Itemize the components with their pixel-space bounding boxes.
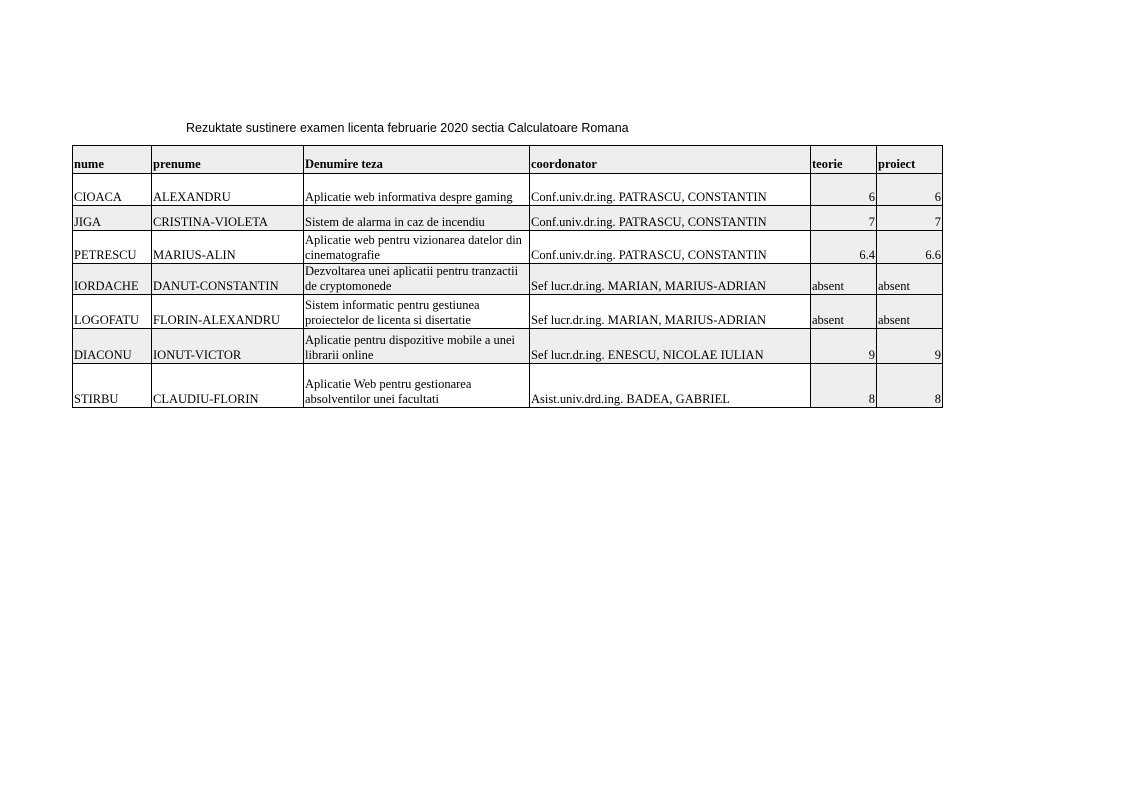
- cell-prenume: ALEXANDRU: [152, 174, 304, 206]
- cell-nume: IORDACHE: [73, 264, 152, 295]
- table-row: [73, 231, 943, 264]
- cell-prenume: CLAUDIU-FLORIN: [152, 364, 304, 408]
- cell-coordonator: Conf.univ.dr.ing. PATRASCU, CONSTANTIN: [530, 231, 811, 264]
- cell-teorie: absent: [811, 295, 877, 329]
- column-header-prenume: prenume: [152, 146, 304, 174]
- column-header-proiect: proiect: [877, 146, 943, 174]
- cell-teza: Aplicatie web informativa despre gaming: [304, 174, 530, 206]
- cell-teorie: absent: [811, 264, 877, 295]
- cell-proiect: 9: [877, 329, 943, 364]
- cell-nume: CIOACA: [73, 174, 152, 206]
- cell-coordonator: Asist.univ.drd.ing. BADEA, GABRIEL: [530, 364, 811, 408]
- cell-teza: Sistem de alarma in caz de incendiu: [304, 206, 530, 231]
- cell-coordonator: Sef lucr.dr.ing. MARIAN, MARIUS-ADRIAN: [530, 264, 811, 295]
- cell-proiect: 8: [877, 364, 943, 408]
- cell-nume: LOGOFATU: [73, 295, 152, 329]
- cell-teza: Dezvoltarea unei aplicatii pentru tranzactii de cryptomonede: [304, 264, 530, 295]
- cell-prenume: IONUT-VICTOR: [152, 329, 304, 364]
- table-header-row: [73, 146, 943, 174]
- column-header-coordonator: coordonator: [530, 146, 811, 174]
- cell-teorie: 6: [811, 174, 877, 206]
- cell-coordonator: Conf.univ.dr.ing. PATRASCU, CONSTANTIN: [530, 206, 811, 231]
- cell-prenume: DANUT-CONSTANTIN: [152, 264, 304, 295]
- table-row: [73, 364, 943, 408]
- cell-teza: Aplicatie web pentru vizionarea datelor din cinematografie: [304, 231, 530, 264]
- cell-nume: PETRESCU: [73, 231, 152, 264]
- cell-prenume: FLORIN-ALEXANDRU: [152, 295, 304, 329]
- table-row: [73, 329, 943, 364]
- cell-nume: STIRBU: [73, 364, 152, 408]
- cell-teorie: 8: [811, 364, 877, 408]
- cell-proiect: 6.6: [877, 231, 943, 264]
- cell-nume: DIACONU: [73, 329, 152, 364]
- results-table: [72, 145, 943, 408]
- table-row: [73, 206, 943, 231]
- column-header-denumire-teza: Denumire teza: [304, 146, 530, 174]
- cell-teorie: 6.4: [811, 231, 877, 264]
- table-row: [73, 264, 943, 295]
- cell-prenume: MARIUS-ALIN: [152, 231, 304, 264]
- column-header-nume: nume: [73, 146, 152, 174]
- table-row: [73, 174, 943, 206]
- cell-teorie: 7: [811, 206, 877, 231]
- cell-proiect: 6: [877, 174, 943, 206]
- cell-teza: Sistem informatic pentru gestiunea proiectelor de licenta si disertatie: [304, 295, 530, 329]
- cell-coordonator: Conf.univ.dr.ing. PATRASCU, CONSTANTIN: [530, 174, 811, 206]
- cell-coordonator: Sef lucr.dr.ing. ENESCU, NICOLAE IULIAN: [530, 329, 811, 364]
- cell-proiect: absent: [877, 264, 943, 295]
- cell-prenume: CRISTINA-VIOLETA: [152, 206, 304, 231]
- column-header-teorie: teorie: [811, 146, 877, 174]
- page-title: Rezuktate sustinere examen licenta februarie 2020 sectia Calculatoare Romana: [186, 121, 629, 135]
- cell-teza: Aplicatie Web pentru gestionarea absolventilor unei facultati: [304, 364, 530, 408]
- cell-nume: JIGA: [73, 206, 152, 231]
- cell-coordonator: Sef lucr.dr.ing. MARIAN, MARIUS-ADRIAN: [530, 295, 811, 329]
- cell-proiect: 7: [877, 206, 943, 231]
- cell-proiect: absent: [877, 295, 943, 329]
- cell-teza: Aplicatie pentru dispozitive mobile a unei librarii online: [304, 329, 530, 364]
- cell-teorie: 9: [811, 329, 877, 364]
- table-row: [73, 295, 943, 329]
